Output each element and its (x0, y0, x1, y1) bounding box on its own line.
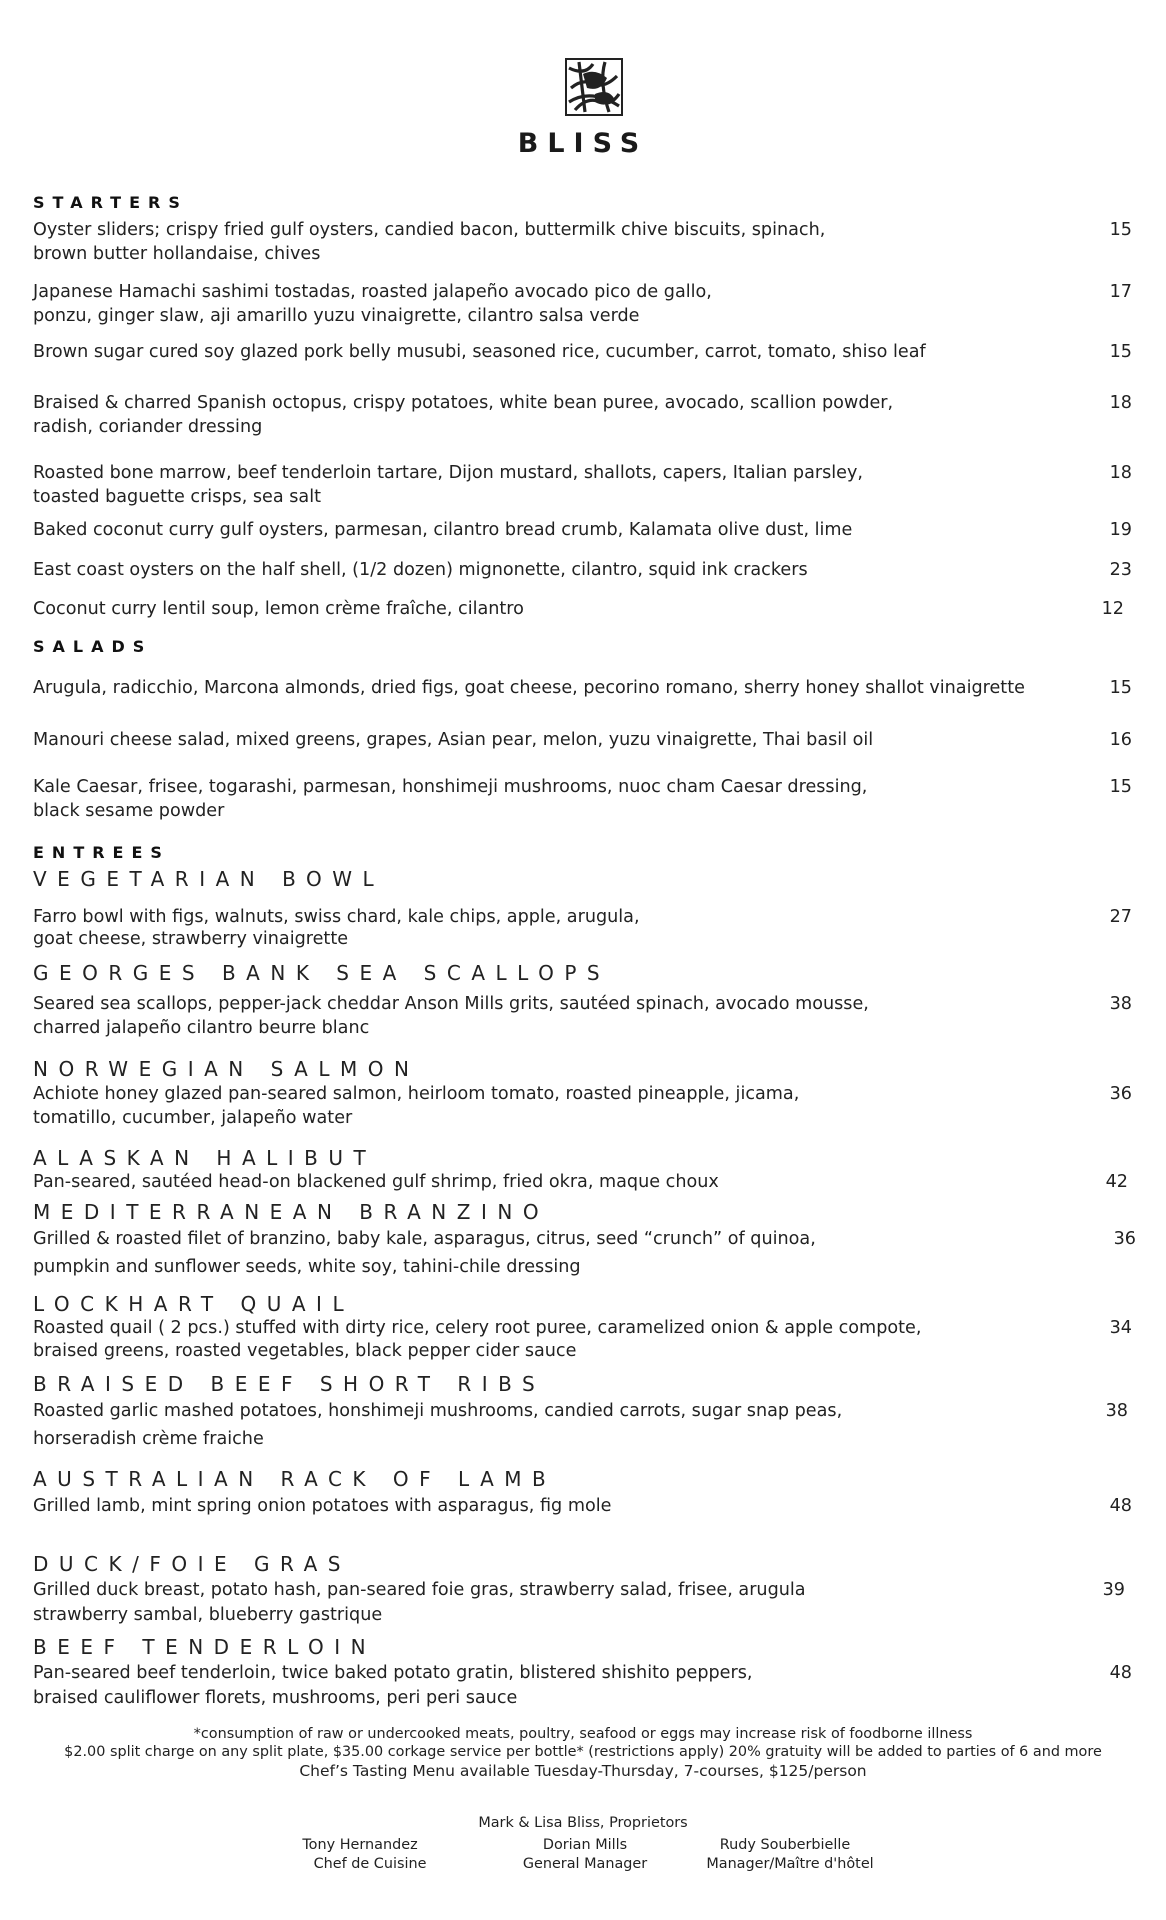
menu-item-description: brown butter hollandaise, chives (33, 244, 321, 264)
split-charge-note: $2.00 split charge on any split plate, $35.00 corkage service per bottle* (restrictions apply) 20% gratuity will be added to parties of 6 and more (64, 1744, 1102, 1760)
menu-item-price: 48 (1109, 1663, 1132, 1683)
menu-item-price: 17 (1109, 282, 1132, 302)
menu-item-description: Japanese Hamachi sashimi tostadas, roasted jalapeño avocado pico de gallo, (33, 282, 712, 302)
menu-item-description: Grilled duck breast, potato hash, pan-seared foie gras, strawberry salad, frisee, arugula (33, 1580, 806, 1600)
menu-item-description: pumpkin and sunflower seeds, white soy, tahini-chile dressing (33, 1257, 581, 1277)
menu-item-description: tomatillo, cucumber, jalapeño water (33, 1108, 353, 1128)
menu-item-description: braised cauliflower florets, mushrooms, peri peri sauce (33, 1688, 518, 1708)
menu-item-description: Roasted quail ( 2 pcs.) stuffed with dirty rice, celery root puree, caramelized onion & apple compote, (33, 1318, 922, 1338)
menu-item-description: radish, coriander dressing (33, 417, 263, 437)
section-title-salads: SALADS (33, 637, 153, 656)
menu-item-price: 23 (1109, 560, 1132, 580)
entree-name: VEGETARIAN BOWL (33, 867, 385, 891)
menu-item-description: Grilled & roasted filet of branzino, baby kale, asparagus, citrus, seed “crunch” of quinoa, (33, 1229, 816, 1249)
entree-name: BEEF TENDERLOIN (33, 1635, 377, 1659)
menu-item-description: Braised & charred Spanish octopus, crispy potatoes, white bean puree, avocado, scallion powder, (33, 393, 894, 413)
menu-item-price: 18 (1109, 463, 1132, 483)
menu-item-price: 38 (1105, 1401, 1128, 1421)
menu-item-description: Kale Caesar, frisee, togarashi, parmesan, honshimeji mushrooms, nuoc cham Caesar dressing, (33, 777, 868, 797)
entree-name: DUCK/FOIE GRAS (33, 1552, 351, 1576)
menu-item-price: 15 (1109, 342, 1132, 362)
menu-item-price: 12 (1101, 599, 1124, 619)
menu-item-description: Baked coconut curry gulf oysters, parmesan, cilantro bread crumb, Kalamata olive dust, lime (33, 520, 853, 540)
menu-item-description: goat cheese, strawberry vinaigrette (33, 929, 349, 949)
food-safety-note: *consumption of raw or undercooked meats, poultry, seafood or eggs may increase risk of foodborne illness (193, 1726, 973, 1742)
tasting-menu-note: Chef’s Tasting Menu available Tuesday-Thursday, 7-courses, $125/person (299, 1762, 867, 1780)
brand-name: BLISS (517, 128, 649, 159)
menu-item-description: ponzu, ginger slaw, aji amarillo yuzu vinaigrette, cilantro salsa verde (33, 306, 640, 326)
menu-item-description: horseradish crème fraiche (33, 1429, 264, 1449)
menu-item-description: Coconut curry lentil soup, lemon crème fraîche, cilantro (33, 599, 524, 619)
menu-item-price: 48 (1109, 1496, 1132, 1516)
menu-item-description: Achiote honey glazed pan-seared salmon, heirloom tomato, roasted pineapple, jicama, (33, 1084, 800, 1104)
menu-item-description: Grilled lamb, mint spring onion potatoes with asparagus, fig mole (33, 1496, 612, 1516)
bliss-logo-icon (565, 58, 623, 116)
menu-item-price: 18 (1109, 393, 1132, 413)
menu-item-description: strawberry sambal, blueberry gastrique (33, 1605, 383, 1625)
staff-role: Chef de Cuisine (313, 1856, 427, 1872)
menu-item-description: Pan-seared beef tenderloin, twice baked potato gratin, blistered shishito peppers, (33, 1663, 753, 1683)
menu-item-price: 15 (1109, 220, 1132, 240)
menu-item-price: 19 (1109, 520, 1132, 540)
menu-item-description: Seared sea scallops, pepper-jack cheddar Anson Mills grits, sautéed spinach, avocado mousse, (33, 994, 869, 1014)
menu-item-description: Farro bowl with figs, walnuts, swiss chard, kale chips, apple, arugula, (33, 907, 640, 927)
menu-item-description: toasted baguette crisps, sea salt (33, 487, 321, 507)
menu-item-price: 34 (1109, 1318, 1132, 1338)
entree-name: GEORGES BANK SEA SCALLOPS (33, 961, 611, 985)
staff-role: Manager/Maître d'hôtel (706, 1856, 874, 1872)
entree-name: AUSTRALIAN RACK OF LAMB (33, 1467, 557, 1491)
menu-item-price: 36 (1113, 1229, 1136, 1249)
menu-item-description: Roasted bone marrow, beef tenderloin tartare, Dijon mustard, shallots, capers, Italian parsley, (33, 463, 863, 483)
menu-item-price: 15 (1109, 678, 1132, 698)
menu-item-price: 15 (1109, 777, 1132, 797)
menu-item-description: Pan-seared, sautéed head-on blackened gulf shrimp, fried okra, maque choux (33, 1172, 719, 1192)
menu-item-price: 36 (1109, 1084, 1132, 1104)
entree-name: LOCKHART QUAIL (33, 1292, 355, 1316)
menu-item-description: Manouri cheese salad, mixed greens, grapes, Asian pear, melon, yuzu vinaigrette, Thai basil oil (33, 730, 874, 750)
staff-name: Tony Hernandez (302, 1837, 418, 1853)
menu-item-description: Brown sugar cured soy glazed pork belly musubi, seasoned rice, cucumber, carrot, tomato, shiso leaf (33, 342, 926, 362)
entree-name: MEDITERRANEAN BRANZINO (33, 1200, 550, 1224)
menu-item-description: black sesame powder (33, 801, 225, 821)
entree-name: BRAISED BEEF SHORT RIBS (33, 1372, 546, 1396)
menu-item-description: Arugula, radicchio, Marcona almonds, dried figs, goat cheese, pecorino romano, sherry honey shallot vinaigrette (33, 678, 1025, 698)
entree-name: NORWEGIAN SALMON (33, 1057, 420, 1081)
staff-name: Dorian Mills (542, 1837, 628, 1853)
menu-item-description: braised greens, roasted vegetables, black pepper cider sauce (33, 1341, 577, 1361)
menu-item-description: East coast oysters on the half shell, (1/2 dozen) mignonette, cilantro, squid ink crackers (33, 560, 808, 580)
menu-item-description: charred jalapeño cilantro beurre blanc (33, 1018, 370, 1038)
menu-item-price: 27 (1109, 907, 1132, 927)
staff-name: Rudy Souberbielle (719, 1837, 851, 1853)
menu-item-price: 38 (1109, 994, 1132, 1014)
menu-item-price: 16 (1109, 730, 1132, 750)
entree-name: ALASKAN HALIBUT (33, 1146, 377, 1170)
staff-role: General Manager (522, 1856, 648, 1872)
menu-item-description: Roasted garlic mashed potatoes, honshimeji mushrooms, candied carrots, sugar snap peas, (33, 1401, 843, 1421)
section-title-entrees: ENTREES (33, 843, 170, 862)
menu-item-description: Oyster sliders; crispy fried gulf oysters, candied bacon, buttermilk chive biscuits, spinach, (33, 220, 826, 240)
proprietors: Mark & Lisa Bliss, Proprietors (478, 1815, 688, 1831)
menu-item-price: 42 (1105, 1172, 1128, 1192)
menu-item-price: 39 (1102, 1580, 1125, 1600)
section-title-starters: STARTERS (33, 193, 188, 212)
